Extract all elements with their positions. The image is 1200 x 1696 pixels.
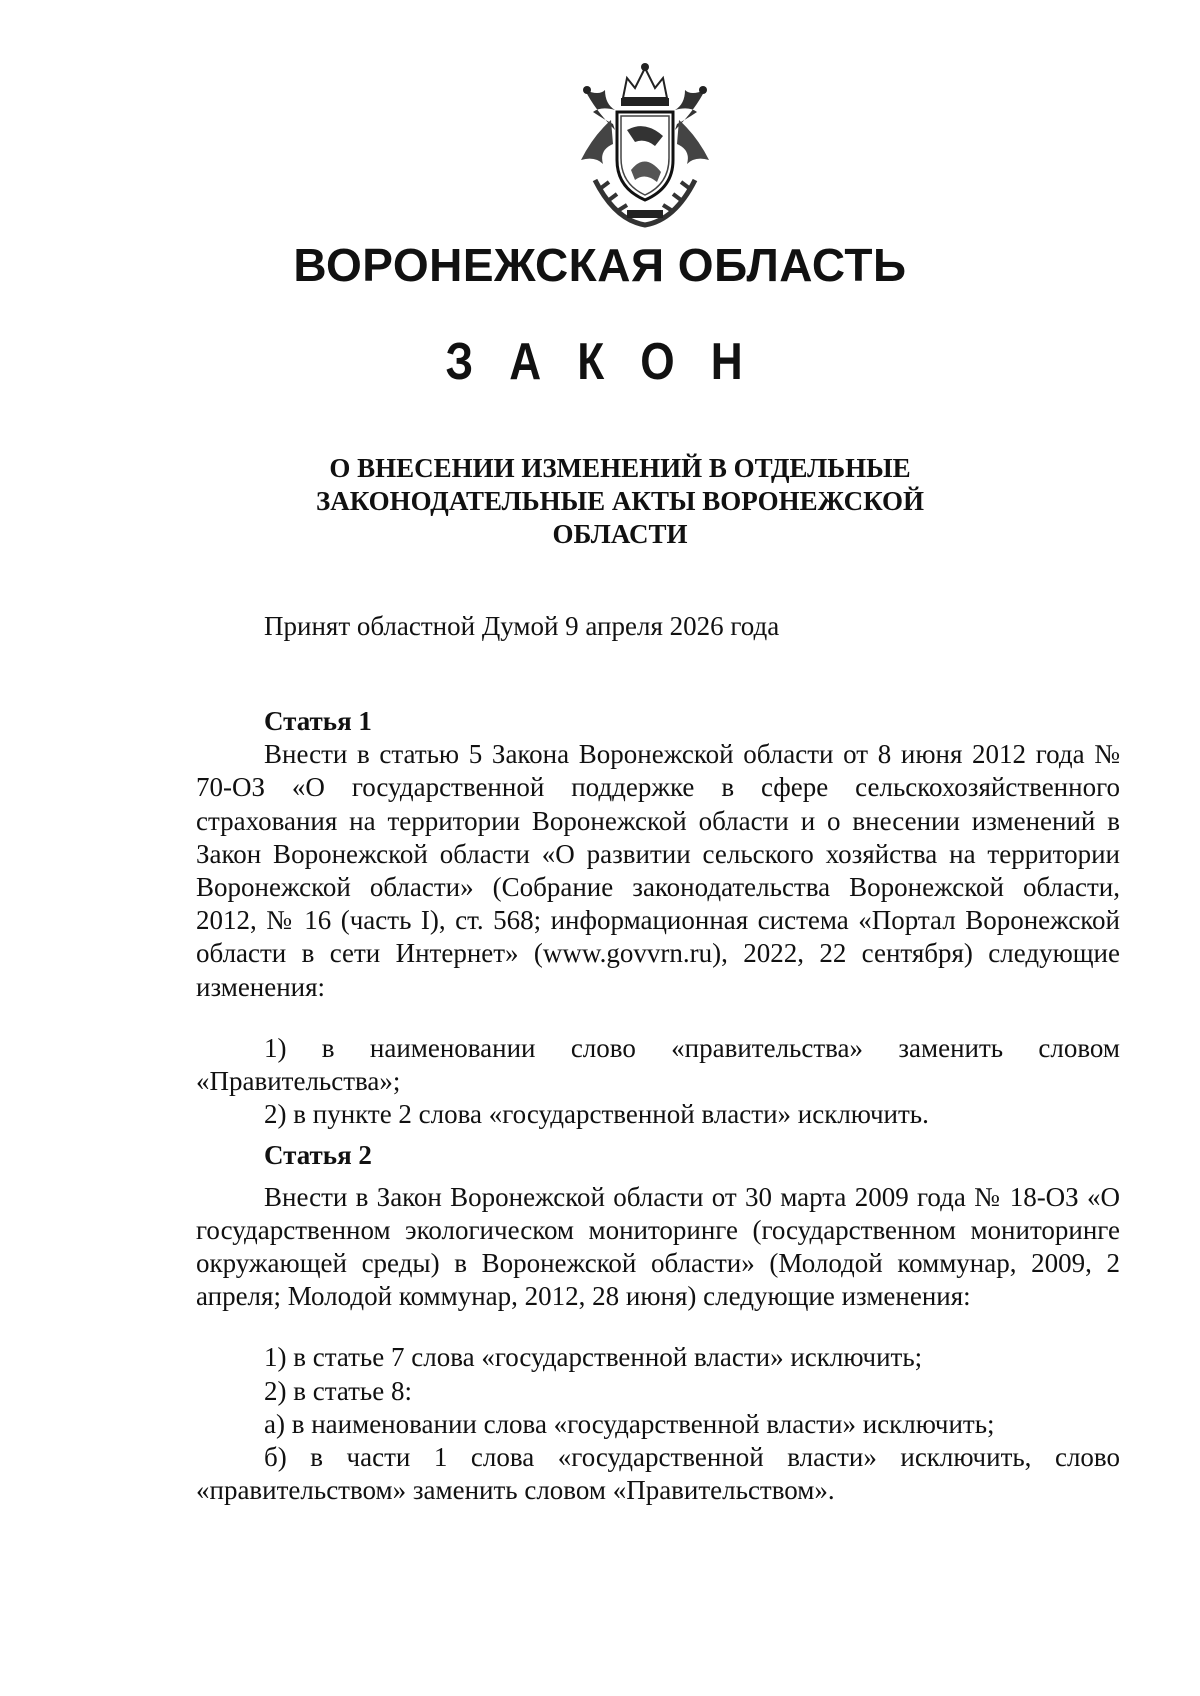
adoption-note: Принят областной Думой 9 апреля 2026 года: [264, 611, 780, 641]
document-type: З А К О Н: [445, 333, 755, 391]
article-2-item: 1) в статье 7 слова «государственной власти» исключить;: [264, 1342, 923, 1373]
law-title: О ВНЕСЕНИИ ИЗМЕНЕНИЙ В ОТДЕЛЬНЫЕ ЗАКОНОДАТЕЛЬНЫЕ АКТЫ ВОРОНЕЖСКОЙ ОБЛАСТИ: [315, 453, 925, 549]
article-2-item: б) в части 1 слова «государственной власти» исключить, слово «правительством» заменить словом «Правительством».: [196, 1442, 1120, 1506]
article-1-heading: Статья 1: [264, 706, 372, 736]
article-1-item: 1) в наименовании слово «правительства» заменить словом «Правительства»;: [196, 1032, 1120, 1097]
article-2-intro: Внести в Закон Воронежской области от 30 марта 2009 года № 18-ОЗ «О государственном экологическом мониторинге (государственном мониторинге окружающей среды) в Воронежской области» (Молодой коммунар, 2009, 2 апреля; Молодой коммунар, 2012, 28 июня) следующие изменения:: [196, 1181, 1120, 1312]
voronezh-coat-of-arms-icon: [565, 60, 725, 235]
article-2-heading: Статья 2: [264, 1140, 372, 1171]
region-name: ВОРОНЕЖСКАЯ ОБЛАСТЬ: [293, 239, 907, 291]
article-2-item: а) в наименовании слова «государственной власти» исключить;: [264, 1408, 995, 1439]
document-body: [196, 705, 1120, 1507]
article-1-intro: Внести в статью 5 Закона Воронежской области от 8 июня 2012 года № 70-ОЗ «О государственной поддержке в сфере сельскохозяйственного страхования на территории Воронежской области и о внесении изменений в Закон Воронежской области «О развитии сельского хозяйства на территории Воронежской области» (Собрание законодательства Воронежской области, 2012, № 16 (часть I), ст. 568; информационная система «Портал Воронежской области в сети Интернет» (www.govvrn.ru), 2022, 22 сентября) следующие изменения:: [196, 739, 1120, 1002]
article-1-item: 2) в пункте 2 слова «государственной власти» исключить.: [264, 1099, 929, 1130]
article-2-item: 2) в статье 8:: [264, 1375, 412, 1406]
